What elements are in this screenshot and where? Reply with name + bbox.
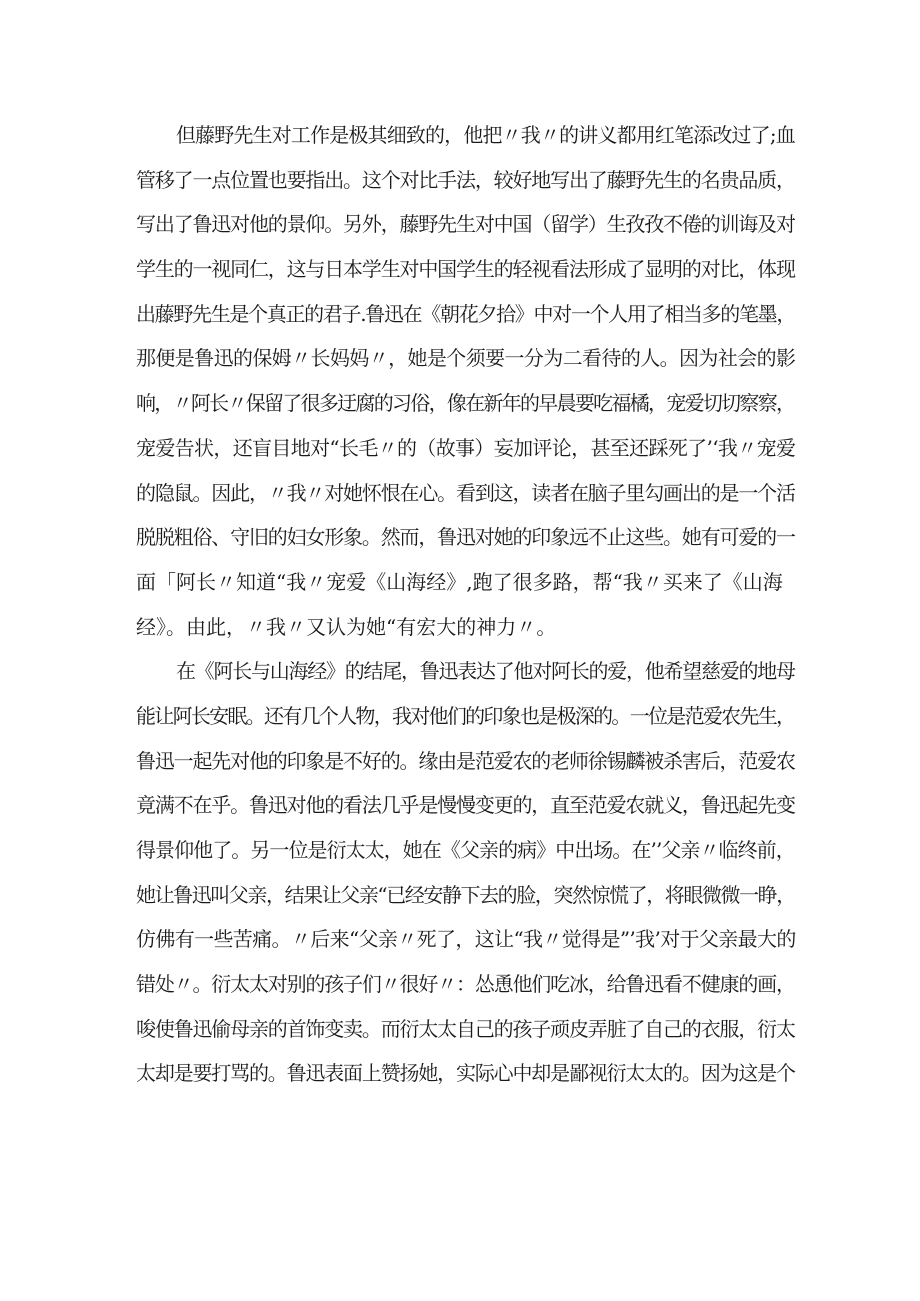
text-line: 学生的一视同仁，这与日本学生对中国学生的轻视看法形成了显明的对比，体现 [136,257,795,282]
text-line: 得景仰他了。另一位是衍太太，她在《父亲的病》中出场。在’’父亲〃临终前， [136,838,795,862]
text-line: 唆使鲁迅偷母亲的首饰变卖。而衍太太自己的孩子顽皮弄脏了自己的衣服，衍太 [136,1016,795,1041]
text-line: 能让阿长安眠。还有几个人物，我对他们的印象也是极深的。一位是范爱农先生， [136,703,795,728]
body-text [136,113,796,1096]
text-line: 但藤野先生对工作是极其细致的，他把〃我〃的讲义都用红笔添改过了;血 [176,123,795,147]
text-line: 经》。由此，〃我〃又认为她“有宏大的神力〃。 [136,614,557,639]
text-line: 面「阿长〃知道“我〃宠爱《山海经》,跑了很多路，帮“我〃买来了《山海 [136,569,783,594]
text-line: 错处〃。衍太太对别的孩子们〃很好〃：怂恿他们吃冰，给鲁迅看不健康的画， [136,972,795,997]
text-line: 出藤野先生是个真正的君子.鲁迅在《朝花夕拾》中对一个人用了相当多的笔墨， [136,301,796,326]
text-line: 响，〃阿长〃保留了很多迂腐的习俗，像在新年的早晨要吃福橘，宠爱切切察察， [136,391,795,416]
text-line: 太却是要打骂的。鲁迅表面上赞扬她，实际心中却是鄙视衍太太的。因为这是个 [136,1061,795,1086]
text-line: 竟满不在乎。鲁迅对他的看法几乎是慢慢变更的，直至范爱农就义，鲁迅起先变 [136,793,795,818]
text-line: 脱脱粗俗、守旧的妇女形象。然而，鲁迅对她的印象远不止这些。她有可爱的一 [136,525,795,550]
text-line: 鲁迅一起先对他的印象是不好的。缘由是范爱农的老师徐锡麟被杀害后，范爱农 [136,748,795,773]
text-line: 管移了一点位置也要指出。这个对比手法，较好地写出了藤野先生的名贵品质， [136,167,795,192]
text-line: 在《阿长与山海经》的结尾，鲁迅表达了他对阿长的爱，他希望慈爱的地母 [176,659,795,684]
text-line: 宠爱告状，还盲目地对“长毛〃的（故事）妄加评论，甚至还踩死了’‘我〃宠爱 [136,435,796,460]
text-line: 她让鲁迅叫父亲，结果让父亲“已经安静下去的脸，突然惊慌了，将眼微微一睁， [136,882,795,907]
text-line: 写出了鲁迅对他的景仰。另外，藤野先生对中国（留学）生孜孜不倦的训诲及对 [136,212,795,237]
text-line: 仿佛有一些苦痛。〃后来“父亲〃死了，这让“我〃觉得是”’我’对于父亲最大的 [136,927,796,952]
text-line: 的隐鼠。因此，〃我〃对她怀恨在心。看到这，读者在脑子里勾画出的是一个活 [136,480,795,505]
text-line: 那便是鲁迅的保姆〃长妈妈〃，她是个须要一分为二看待的人。因为社会的影 [136,346,796,371]
